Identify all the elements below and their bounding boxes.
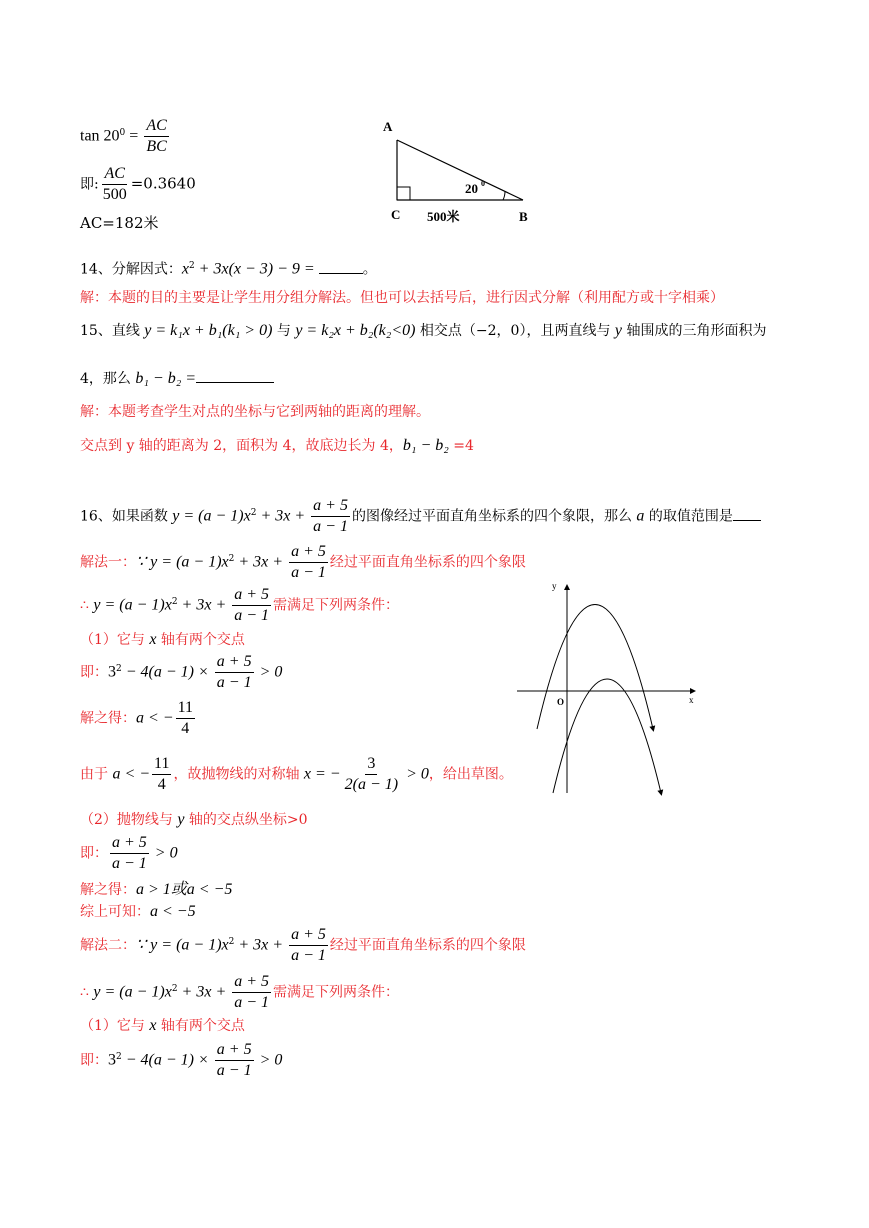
fraction: $\frac{11}{4}$ bbox=[154, 755, 170, 793]
question-15-line1: 15、直线 y = k₁x + b₁(k₁ > 0) 与 y = k₂x + b₂(k₂<0) 相交点（−2，0），且两直线与 y 轴围成的三角形面积为 bbox=[80, 322, 767, 339]
angle-label: 20 bbox=[465, 181, 478, 196]
fraction: $\frac{AC}{500}$ bbox=[102, 165, 127, 203]
label-a: A bbox=[383, 119, 393, 134]
fraction: $\frac{a + 5}{a - 1}$ bbox=[313, 497, 348, 535]
fraction: $\frac{11}{4}$ bbox=[177, 699, 193, 737]
ji-equation: 即: $\frac{AC}{500}$ =0.3640 bbox=[80, 165, 196, 203]
question-16: 16、如果函数 $y = (a - 1)x^2 + 3x$ + $\frac{a + 5}{a - 1}$ 的图像经过平面直角坐标系的四个象限，那么 a 的取值范围是 bbox=[80, 496, 761, 537]
method2-line2: ∴ $y = (a - 1)x^2 + 3x$ + $\frac{a + 5}{a - 1}$ 需满足下列两条件： bbox=[80, 973, 400, 1011]
method1-solution: 解之得：a < − $\frac{11}{4}$ bbox=[80, 699, 193, 737]
solution-15-a: 解：本题考查学生对点的坐标与它到两轴的距离的理解。 bbox=[80, 404, 430, 420]
y-axis-label: y bbox=[552, 581, 557, 591]
label-b: B bbox=[519, 209, 528, 224]
answer-blank bbox=[733, 504, 761, 521]
method2-line1: 解法二：∵ $y = (a - 1)x^2 + 3x$ + $\frac{a + 5}{a - 1}$ 经过平面直角坐标系的四个象限 bbox=[80, 926, 526, 964]
method1-condition1: （1）它与 x 轴有两个交点 bbox=[80, 631, 245, 648]
label-c: C bbox=[391, 207, 401, 222]
method1-axis-note: 由于 a < − $\frac{11}{4}$ ，故抛物线的对称轴 x = − $\frac{3}{2(a - 1)}$ > 0，给出草图。 bbox=[80, 755, 513, 793]
answer-blank bbox=[319, 257, 363, 274]
fraction: $\frac{a + 5}{a - 1}$ bbox=[216, 653, 252, 691]
answer-blank bbox=[196, 366, 274, 383]
origin-label: O bbox=[557, 697, 565, 707]
method1-condition1-eq: 即：$3^2 - 4(a - 1)$ × $\frac{a + 5}{a - 1}$ > 0 bbox=[80, 653, 283, 691]
fraction: $\frac{a + 5}{a - 1}$ bbox=[112, 834, 147, 872]
fraction: $\frac{a + 5}{a - 1}$ bbox=[234, 973, 270, 1011]
fraction: $\frac{a + 5}{a - 1}$ bbox=[234, 586, 270, 624]
method1-condition2-solution: 解之得：a > 1或a < −5 bbox=[80, 881, 233, 898]
method1-line1: 解法一：∵ $y = (a - 1)x^2 + 3x$ + $\frac{a + 5}{a - 1}$ 经过平面直角坐标系的四个象限 bbox=[80, 543, 526, 581]
method2-condition1: （1）它与 x 轴有两个交点 bbox=[80, 1017, 245, 1034]
ac-result: AC=182米 bbox=[80, 214, 159, 232]
fraction: $\frac{a + 5}{a - 1}$ bbox=[216, 1041, 252, 1079]
solution-14: 解：本题的目的主要是让学生用分组分解法。但也可以去括号后，进行因式分解（利用配方或十字相乘） bbox=[80, 290, 724, 306]
method1-condition2-eq: 即： $\frac{a + 5}{a - 1}$ > 0 bbox=[80, 834, 178, 872]
parabola-sketch bbox=[515, 575, 705, 800]
method1-summary: 综上可知：a < −5 bbox=[80, 903, 196, 920]
base-label: 500米 bbox=[427, 209, 460, 224]
solution-15-b: 交点到 y 轴的距离为 2，面积为 4，故底边长为 4，b₁ − b₂ =4 bbox=[80, 437, 474, 454]
fraction: $\frac{a + 5}{a - 1}$ bbox=[291, 926, 326, 964]
fraction: $\frac{3}{2(a - 1)}$ bbox=[344, 755, 399, 793]
right-triangle-figure bbox=[375, 115, 545, 230]
method1-condition2: （2）抛物线与 y 轴的交点纵坐标>0 bbox=[80, 811, 308, 828]
tan-equation: $\tan 20^0$ = $\frac{AC}{BC}$ bbox=[80, 117, 167, 155]
method2-condition1-eq: 即：$3^2 - 4(a - 1)$ × $\frac{a + 5}{a - 1}$ > 0 bbox=[80, 1041, 283, 1079]
question-14: 14、分解因式：$x^2 + 3x(x - 3) - 9$ = 。 bbox=[80, 256, 377, 280]
question-15-line2: 4，那么 b₁ − b₂ = bbox=[80, 366, 274, 389]
fraction: $\frac{AC}{BC}$ bbox=[146, 117, 167, 155]
x-axis-label: x bbox=[689, 695, 694, 705]
method1-line2: ∴ $y = (a - 1)x^2 + 3x$ + $\frac{a + 5}{a - 1}$ 需满足下列两条件： bbox=[80, 586, 400, 624]
fraction: $\frac{a + 5}{a - 1}$ bbox=[291, 543, 326, 581]
angle-sup: 0 bbox=[481, 179, 485, 188]
